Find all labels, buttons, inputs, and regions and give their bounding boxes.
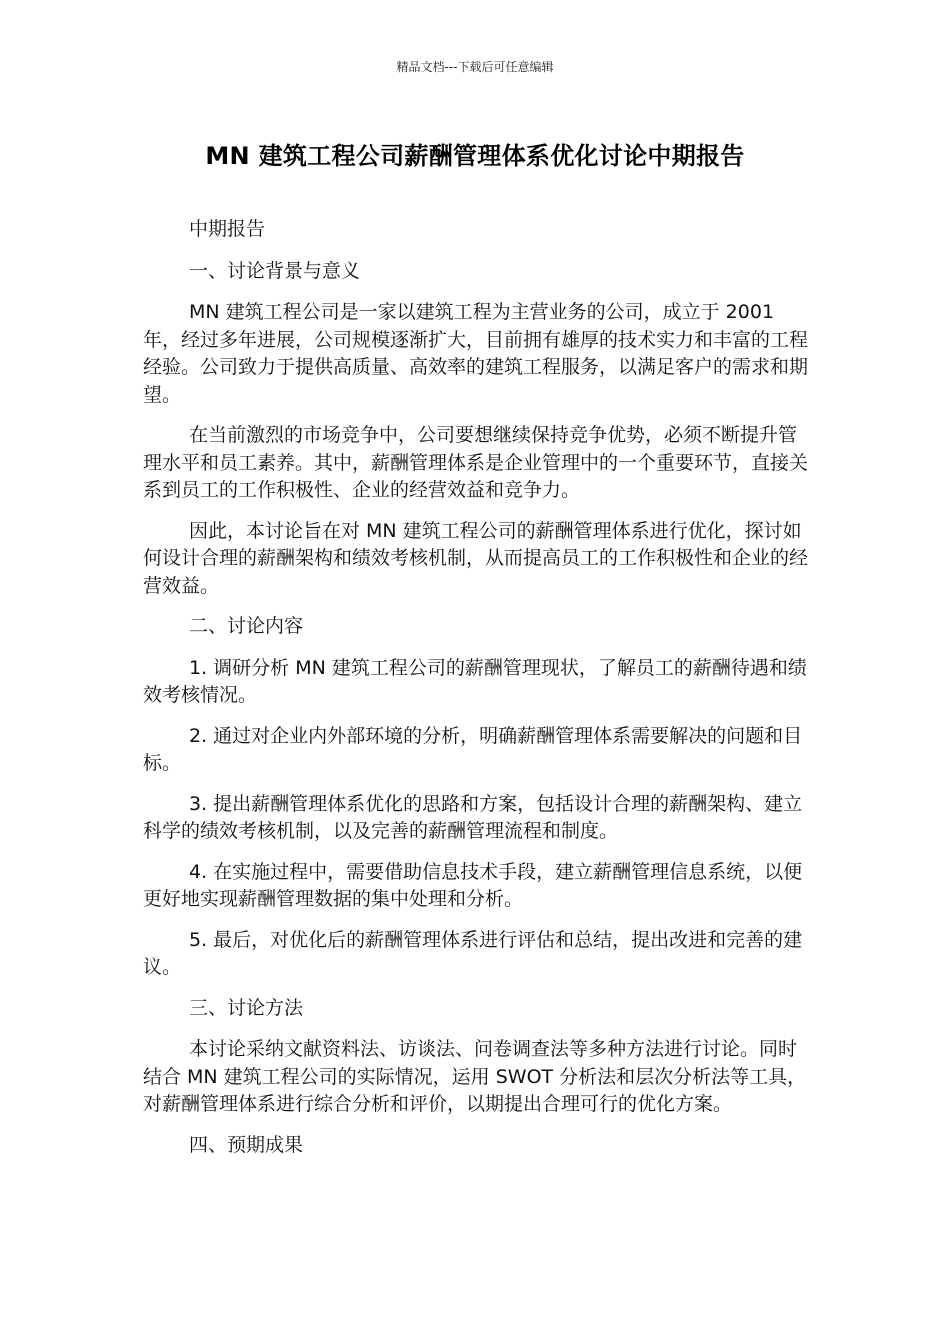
document-title: MN 建筑工程公司薪酬管理体系优化讨论中期报告 <box>205 142 745 170</box>
section-heading-background: 一、讨论背景与意义 <box>189 259 361 282</box>
report-label: 中期报告 <box>189 218 266 240</box>
list-item-1: 1. 调研分析 MN 建筑工程公司的薪酬管理现状，了解员工的薪酬待遇和绩效考核情况。 <box>143 656 807 706</box>
paragraph-purpose: 因此，本讨论旨在对 MN 建筑工程公司的薪酬管理体系进行优化，探讨如何设计合理的薪酬架构和绩效考核机制，从而提高员工的工作积极性和企业的经营效益。 <box>143 519 809 597</box>
list-item-2: 2. 通过对企业内外部环境的分析，明确薪酬管理体系需要解决的问题和目标。 <box>143 724 803 774</box>
section-heading-content: 二、讨论内容 <box>189 615 304 637</box>
list-item-5: 5. 最后，对优化后的薪酬管理体系进行评估和总结，提出改进和完善的建议。 <box>143 928 803 978</box>
header-note: 精品文档---下载后可任意编辑 <box>396 60 554 74</box>
section-heading-methods: 三、讨论方法 <box>189 996 304 1019</box>
list-item-4: 4. 在实施过程中，需要借助信息技术手段，建立薪酬管理信息系统，以便更好地实现薪酬管理数据的集中处理和分析。 <box>143 860 803 910</box>
list-item-3: 3. 提出薪酬管理体系优化的思路和方案，包括设计合理的薪酬架构、建立科学的绩效考核机制，以及完善的薪酬管理流程和制度。 <box>143 792 803 842</box>
document-body <box>143 216 808 1173</box>
paragraph-company-intro: MN 建筑工程公司是一家以建筑工程为主营业务的公司，成立于 2001 年，经过多年进展，公司规模逐渐扩大，目前拥有雄厚的技术实力和丰富的工程经验。公司致力于提供高质量、高效率的建筑工程服务，以满足客户的需求和期望。 <box>143 301 809 406</box>
paragraph-competition: 在当前激烈的市场竞争中，公司要想继续保持竞争优势，必须不断提升管理水平和员工素养。其中，薪酬管理体系是企业管理中的一个重要环节，直接关系到员工的工作积极性、企业的经营效益和竞争力。 <box>143 424 809 501</box>
paragraph-methods: 本讨论采纳文献资料法、访谈法、问卷调查法等多种方法进行讨论。同时结合 MN 建筑工程公司的实际情况，运用 SWOT 分析法和层次分析法等工具，对薪酬管理体系进行综合分析和评价，以期提出合理可行的优化方案。 <box>143 1038 807 1115</box>
section-heading-outcomes: 四、预期成果 <box>189 1133 304 1156</box>
